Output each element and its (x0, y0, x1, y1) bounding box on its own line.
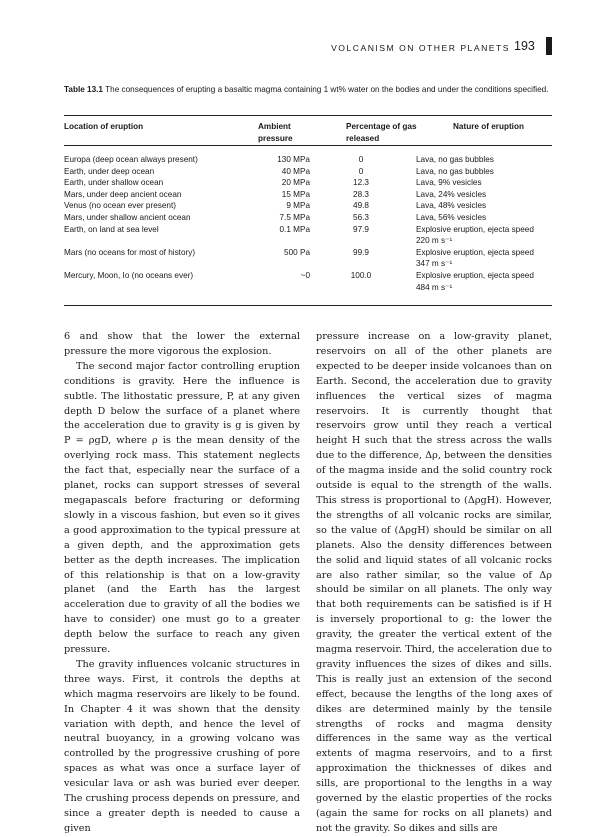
right-column (316, 330, 552, 837)
cell-location: Earth, on land at sea level (64, 224, 159, 234)
cell-nature: Lava, no gas bubbles (416, 166, 494, 176)
table-header-nature: Nature of eruption (453, 122, 524, 131)
table-row (64, 154, 552, 166)
cell-location: Earth, under shallow ocean (64, 178, 164, 188)
table-row (64, 177, 552, 189)
cell-nature: Explosive eruption, ejecta speed 484 m s⁻¹ (416, 270, 534, 292)
table-top-rule (64, 115, 552, 116)
running-title: VOLCANISM ON OTHER PLANETS (331, 43, 510, 53)
table-header-location: Location of eruption (64, 122, 144, 131)
left-column (64, 330, 300, 837)
cell-percent: 0 (358, 155, 364, 164)
cell-pressure: ~0 (300, 270, 310, 280)
cell-location: Mars, under shallow ancient ocean (64, 212, 191, 222)
table-row (64, 200, 552, 212)
cell-location: Mars, under deep ancient ocean (64, 189, 182, 199)
cell-percent: 28.3 (353, 189, 369, 199)
table-bottom-rule (64, 305, 552, 306)
cell-nature: Lava, 24% vesicles (416, 189, 487, 199)
cell-percent: 100.0 (350, 270, 372, 280)
table-header-percentage: Percentage of gas released (346, 122, 417, 143)
cell-location: Mars (no oceans for most of history) (64, 247, 196, 257)
cell-nature: Lava, 56% vesicles (416, 212, 487, 222)
cell-pressure: 15 MPa (281, 189, 310, 199)
table-caption (64, 84, 552, 96)
cell-nature: Lava, 48% vesicles (416, 201, 487, 211)
paragraph: The gravity influences volcanic structures in three ways. First, it controls the depths at which magma reservoirs are likely to be found. In Chapter 4 it was shown that the density variation with depth, and hence the level of neutral buoyancy, in a growing volcano was controlled by the progressive crushing of pore spaces as what was once a surface layer of vesicular lava or ash was buried ever deeper. The crushing process depends on pressure, and since a greater depth is needed to cause a given (64, 658, 300, 834)
cell-pressure: 7.5 MPa (279, 212, 310, 222)
table-row (64, 270, 552, 293)
table-row (64, 247, 552, 270)
paragraph: pressure increase on a low-gravity planet, reservoirs on all of the other planets are expected to be deeper inside volcanoes than on Earth. Second, the acceleration due to gravity influences the vertical sizes of magma reservoirs. It is currently thought that reservoirs grow until they reach a vertical height H such that the stress across the walls due to the difference, Δρ, between the densities of the magma inside and the solid country rock outside is equal to the strength of the walls. This stress is proportional to (ΔρgH). However, the strengths of all volcanic rocks are similar, so the value of (ΔρgH) should be similar on all planets. Also the density differences between the solid and liquid states of all volcanic rocks are also rather similar, so the value of Δρ should be similar on all planets. The only way that both requirements can be satisfied is if H is inversely proportional to g: the lower the gravity, the greater the vertical extent of the magma reservoir. Third, the acceleration due to gravity influences the sizes of dikes and sills. This is really just an extension of the second effect, because the lengths of the long axes of dikes are determined mainly by the tensile strengths of rocks and magma density differences in the same way as the vertical extents of magma reservoirs, and to a first approximation the thicknesses of dikes and sills, are proportional to the lengths in a way governed by the elastic properties of the rocks (again the same for rocks on all planets) and not the gravity. So dikes and sills are (316, 331, 552, 834)
cell-percent: 56.3 (353, 212, 369, 222)
page-number: 193 (514, 39, 535, 53)
cell-percent: 0 (358, 166, 364, 176)
cell-location: Venus (no ocean ever present) (64, 201, 176, 211)
table-row (64, 166, 552, 178)
cell-pressure: 130 MPa (277, 155, 310, 164)
table-row (64, 212, 552, 224)
cell-percent: 99.9 (353, 247, 369, 257)
paragraph: 6 and show that the lower the external pressure the more vigorous the explosion. (64, 331, 300, 357)
table-row (64, 189, 552, 201)
table-label: Table 13.1 (64, 85, 103, 94)
cell-location: Europa (deep ocean always present) (64, 155, 198, 164)
cell-percent: 49.8 (353, 201, 369, 211)
paragraph: The second major factor controlling eruption conditions is gravity. Here the influence is subtle. The lithostatic pressure, P, at any given depth D below the surface of a planet where the acceleration due to gravity is g is given by P = ρgD, where ρ is the mean density of the overlying rock mass. This statement neglects the fact that, especially near the surface of a planet, rocks can support stresses of several megapascals before fracturing or deforming slowly in a viscous fashion, but even so it gives a good approximation to the typical pressure at a given depth, and the approximation gets better as the depth increases. The implication of this relationship is that on a low-gravity planet (and the Earth has the largest acceleration due to gravity of all the bodies we have to consider) one must go to a greater depth below the surface to reach any given pressure. (64, 360, 300, 656)
cell-nature: Explosive eruption, ejecta speed 347 m s⁻¹ (416, 247, 534, 269)
cell-pressure: 20 MPa (281, 178, 310, 188)
cell-nature: Lava, no gas bubbles (416, 155, 494, 164)
cell-nature: Lava, 9% vesicles (416, 178, 482, 188)
table-body (64, 154, 552, 293)
cell-percent: 97.9 (353, 224, 369, 234)
cell-location: Earth, under deep ocean (64, 166, 155, 176)
cell-pressure: 40 MPa (281, 166, 310, 176)
cell-pressure: 0.1 MPa (279, 224, 310, 234)
table-caption-text: The consequences of erupting a basaltic magma containing 1 wt% water on the bodies and under the conditions specified. (105, 85, 549, 94)
header-bar-decoration (546, 37, 552, 55)
table-row (64, 224, 552, 247)
cell-pressure: 9 MPa (286, 201, 310, 211)
cell-location: Mercury, Moon, Io (no oceans ever) (64, 270, 194, 280)
cell-percent: 12.3 (353, 178, 369, 188)
table-header-rule (64, 145, 552, 146)
cell-nature: Explosive eruption, ejecta speed 220 m s⁻¹ (416, 224, 534, 246)
cell-pressure: 500 Pa (284, 247, 310, 257)
table-header-pressure: Ambient pressure (258, 122, 293, 143)
